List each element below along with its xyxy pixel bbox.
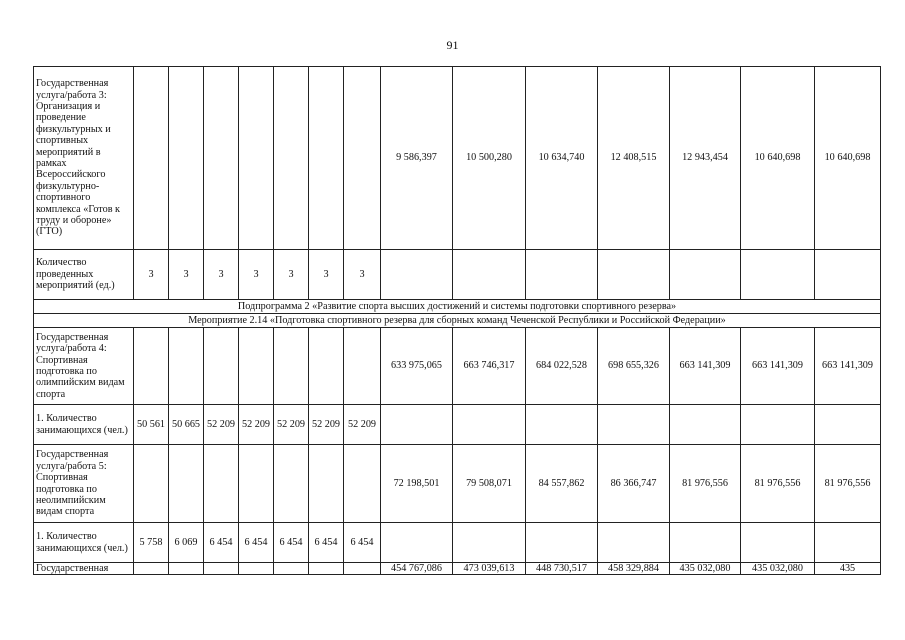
row-label: Государственная услуга/работа 4: Спортивная подготовка по олимпийским видам спорта bbox=[34, 328, 134, 405]
table-row bbox=[34, 445, 881, 523]
cost-cell: 435 032,080 bbox=[741, 563, 815, 575]
cost-cell bbox=[381, 523, 453, 563]
subprogram-heading: Подпрограмма 2 «Развитие спорта высших достижений и системы подготовки спортивного резерва» bbox=[34, 300, 881, 314]
indicator-cell: 50 665 bbox=[169, 405, 204, 445]
indicator-cell bbox=[309, 445, 344, 523]
cost-cell: 84 557,862 bbox=[526, 445, 598, 523]
cost-cell: 79 508,071 bbox=[453, 445, 526, 523]
cost-cell: 473 039,613 bbox=[453, 563, 526, 575]
cost-cell: 10 640,698 bbox=[815, 67, 881, 250]
indicator-cell bbox=[169, 328, 204, 405]
row-label: Государственная bbox=[34, 563, 134, 575]
indicator-cell: 3 bbox=[309, 250, 344, 300]
indicator-cell bbox=[239, 563, 274, 575]
indicator-cell: 6 454 bbox=[239, 523, 274, 563]
cost-cell: 81 976,556 bbox=[741, 445, 815, 523]
cost-cell: 633 975,065 bbox=[381, 328, 453, 405]
cost-cell bbox=[741, 250, 815, 300]
cost-cell: 698 655,326 bbox=[598, 328, 670, 405]
indicator-cell bbox=[169, 445, 204, 523]
row-label: Количество проведенных мероприятий (ед.) bbox=[34, 250, 134, 300]
row-label: Государственная услуга/работа 3: Организация и проведение физкультурных и спортивных мероприятий в рамках Всероссийского физкультурно-спортивного комплекса «Готов к труду и обороне» (ГТО) bbox=[34, 67, 134, 250]
cost-cell: 663 141,309 bbox=[670, 328, 741, 405]
cost-cell bbox=[598, 250, 670, 300]
indicator-cell: 52 209 bbox=[274, 405, 309, 445]
indicator-cell: 3 bbox=[169, 250, 204, 300]
cost-cell bbox=[453, 405, 526, 445]
indicator-cell bbox=[274, 328, 309, 405]
measure-heading: Мероприятие 2.14 «Подготовка спортивного резерва для сборных команд Чеченской Республики и Российской Федерации» bbox=[34, 314, 881, 328]
table-row bbox=[34, 523, 881, 563]
indicator-cell: 6 454 bbox=[344, 523, 381, 563]
cost-cell: 663 141,309 bbox=[741, 328, 815, 405]
cost-cell bbox=[598, 405, 670, 445]
cost-cell bbox=[670, 250, 741, 300]
cost-cell: 684 022,528 bbox=[526, 328, 598, 405]
cost-cell: 663 746,317 bbox=[453, 328, 526, 405]
indicator-cell bbox=[309, 328, 344, 405]
indicator-cell: 3 bbox=[274, 250, 309, 300]
indicator-cell bbox=[204, 563, 239, 575]
cost-cell bbox=[815, 405, 881, 445]
indicator-cell: 3 bbox=[204, 250, 239, 300]
row-label: Государственная услуга/работа 5: Спортивная подготовка по неолимпийским видам спорта bbox=[34, 445, 134, 523]
cost-cell bbox=[815, 250, 881, 300]
cost-cell: 81 976,556 bbox=[670, 445, 741, 523]
indicator-cell: 3 bbox=[239, 250, 274, 300]
cost-cell bbox=[381, 405, 453, 445]
indicator-cell bbox=[134, 445, 169, 523]
indicator-cell bbox=[134, 67, 169, 250]
cost-cell: 435 bbox=[815, 563, 881, 575]
indicator-cell: 6 069 bbox=[169, 523, 204, 563]
indicator-cell bbox=[204, 445, 239, 523]
cost-cell: 454 767,086 bbox=[381, 563, 453, 575]
table-row bbox=[34, 250, 881, 300]
table-row bbox=[34, 67, 881, 250]
indicator-cell bbox=[204, 67, 239, 250]
indicator-cell: 3 bbox=[134, 250, 169, 300]
cost-cell: 10 640,698 bbox=[741, 67, 815, 250]
cost-cell bbox=[815, 523, 881, 563]
cost-cell bbox=[453, 523, 526, 563]
indicator-cell: 50 561 bbox=[134, 405, 169, 445]
cost-cell: 12 408,515 bbox=[598, 67, 670, 250]
indicator-cell bbox=[274, 445, 309, 523]
indicator-cell bbox=[239, 67, 274, 250]
indicator-cell bbox=[344, 328, 381, 405]
cost-cell: 458 329,884 bbox=[598, 563, 670, 575]
indicator-cell: 6 454 bbox=[274, 523, 309, 563]
section-row bbox=[34, 314, 881, 328]
indicator-cell bbox=[344, 445, 381, 523]
indicator-cell bbox=[169, 563, 204, 575]
cost-cell: 663 141,309 bbox=[815, 328, 881, 405]
cost-cell bbox=[526, 523, 598, 563]
cost-cell bbox=[670, 523, 741, 563]
cost-cell bbox=[381, 250, 453, 300]
indicator-cell: 52 209 bbox=[309, 405, 344, 445]
indicator-cell: 5 758 bbox=[134, 523, 169, 563]
indicator-cell bbox=[344, 67, 381, 250]
indicator-cell bbox=[309, 67, 344, 250]
row-label: 1. Количество занимающихся (чел.) bbox=[34, 523, 134, 563]
indicator-cell bbox=[134, 328, 169, 405]
cost-cell: 12 943,454 bbox=[670, 67, 741, 250]
table-row bbox=[34, 405, 881, 445]
cost-cell bbox=[741, 405, 815, 445]
cost-cell bbox=[453, 250, 526, 300]
indicator-cell bbox=[274, 67, 309, 250]
indicator-cell bbox=[204, 328, 239, 405]
indicator-cell: 3 bbox=[344, 250, 381, 300]
cost-cell: 435 032,080 bbox=[670, 563, 741, 575]
indicator-cell: 52 209 bbox=[239, 405, 274, 445]
indicator-cell: 6 454 bbox=[204, 523, 239, 563]
cost-cell: 81 976,556 bbox=[815, 445, 881, 523]
indicator-cell bbox=[134, 563, 169, 575]
indicator-cell: 6 454 bbox=[309, 523, 344, 563]
cost-cell: 10 634,740 bbox=[526, 67, 598, 250]
cost-cell bbox=[598, 523, 670, 563]
cost-cell bbox=[526, 405, 598, 445]
cost-cell: 9 586,397 bbox=[381, 67, 453, 250]
indicator-cell bbox=[239, 445, 274, 523]
section-row bbox=[34, 300, 881, 314]
cost-cell: 86 366,747 bbox=[598, 445, 670, 523]
indicator-cell bbox=[309, 563, 344, 575]
table-row bbox=[34, 563, 881, 575]
page-number: 91 bbox=[446, 38, 459, 52]
indicator-cell bbox=[169, 67, 204, 250]
cost-cell: 10 500,280 bbox=[453, 67, 526, 250]
cost-cell: 72 198,501 bbox=[381, 445, 453, 523]
cost-cell bbox=[670, 405, 741, 445]
indicator-cell bbox=[344, 563, 381, 575]
table-row bbox=[34, 328, 881, 405]
indicator-cell: 52 209 bbox=[204, 405, 239, 445]
indicator-cell bbox=[239, 328, 274, 405]
indicator-cell: 52 209 bbox=[344, 405, 381, 445]
cost-cell: 448 730,517 bbox=[526, 563, 598, 575]
cost-cell bbox=[741, 523, 815, 563]
row-label: 1. Количество занимающихся (чел.) bbox=[34, 405, 134, 445]
cost-cell bbox=[526, 250, 598, 300]
budget-table bbox=[33, 66, 881, 575]
indicator-cell bbox=[274, 563, 309, 575]
